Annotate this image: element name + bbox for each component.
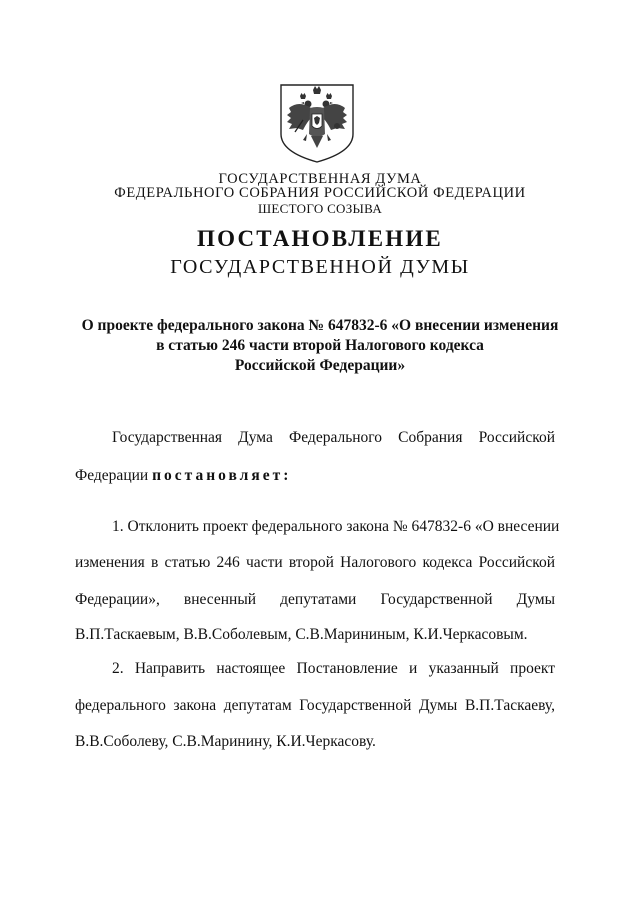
header-federal-assembly: ФЕДЕРАЛЬНОГО СОБРАНИЯ РОССИЙСКОЙ ФЕДЕРАЦИИ (114, 185, 526, 201)
subject-line-3: Российской Федерации» (234, 357, 406, 374)
paragraph1-line-4: В.П.Таскаевым, В.В.Соболевым, С.В.Марининым, К.И.Черкасовым. (75, 626, 528, 643)
subject-line-2: в статью 246 части второй Налогового кодекса (156, 337, 484, 354)
paragraph1-line-2: изменения в статью 246 части второй Налогового кодекса Российской (75, 554, 555, 571)
paragraph1-line-3: Федерации», внесенный депутатами Государственной Думы (75, 591, 555, 608)
paragraph2-line-1: 2. Направить настоящее Постановление и указанный проект (112, 660, 555, 677)
document-issuer: ГОСУДАРСТВЕННОЙ ДУМЫ (170, 256, 470, 278)
subject-line-1: О проекте федерального закона № 647832-6 «О внесении изменения (81, 317, 559, 334)
document-type: ПОСТАНОВЛЕНИЕ (197, 226, 443, 251)
paragraph1-line-1: 1. Отклонить проект федерального закона № 647832-6 «О внесении (112, 518, 560, 535)
paragraph2-line-2: федерального закона депутатам Государственной Думы В.П.Таскаеву, (75, 697, 555, 714)
preamble-line-2 (75, 466, 291, 486)
preamble-line-1: Государственная Дума Федерального Собрания Российской (112, 429, 555, 446)
header-convocation: ШЕСТОГО СОЗЫВА (257, 201, 383, 216)
header-duma: ГОСУДАРСТВЕННАЯ ДУМА (218, 171, 422, 187)
resolves-verb: постановляет: (152, 467, 292, 484)
preamble-federation: Федерации (75, 467, 149, 484)
state-emblem-icon (277, 82, 357, 164)
paragraph2-line-3: В.В.Соболеву, С.В.Маринину, К.И.Черкасову. (75, 733, 376, 750)
